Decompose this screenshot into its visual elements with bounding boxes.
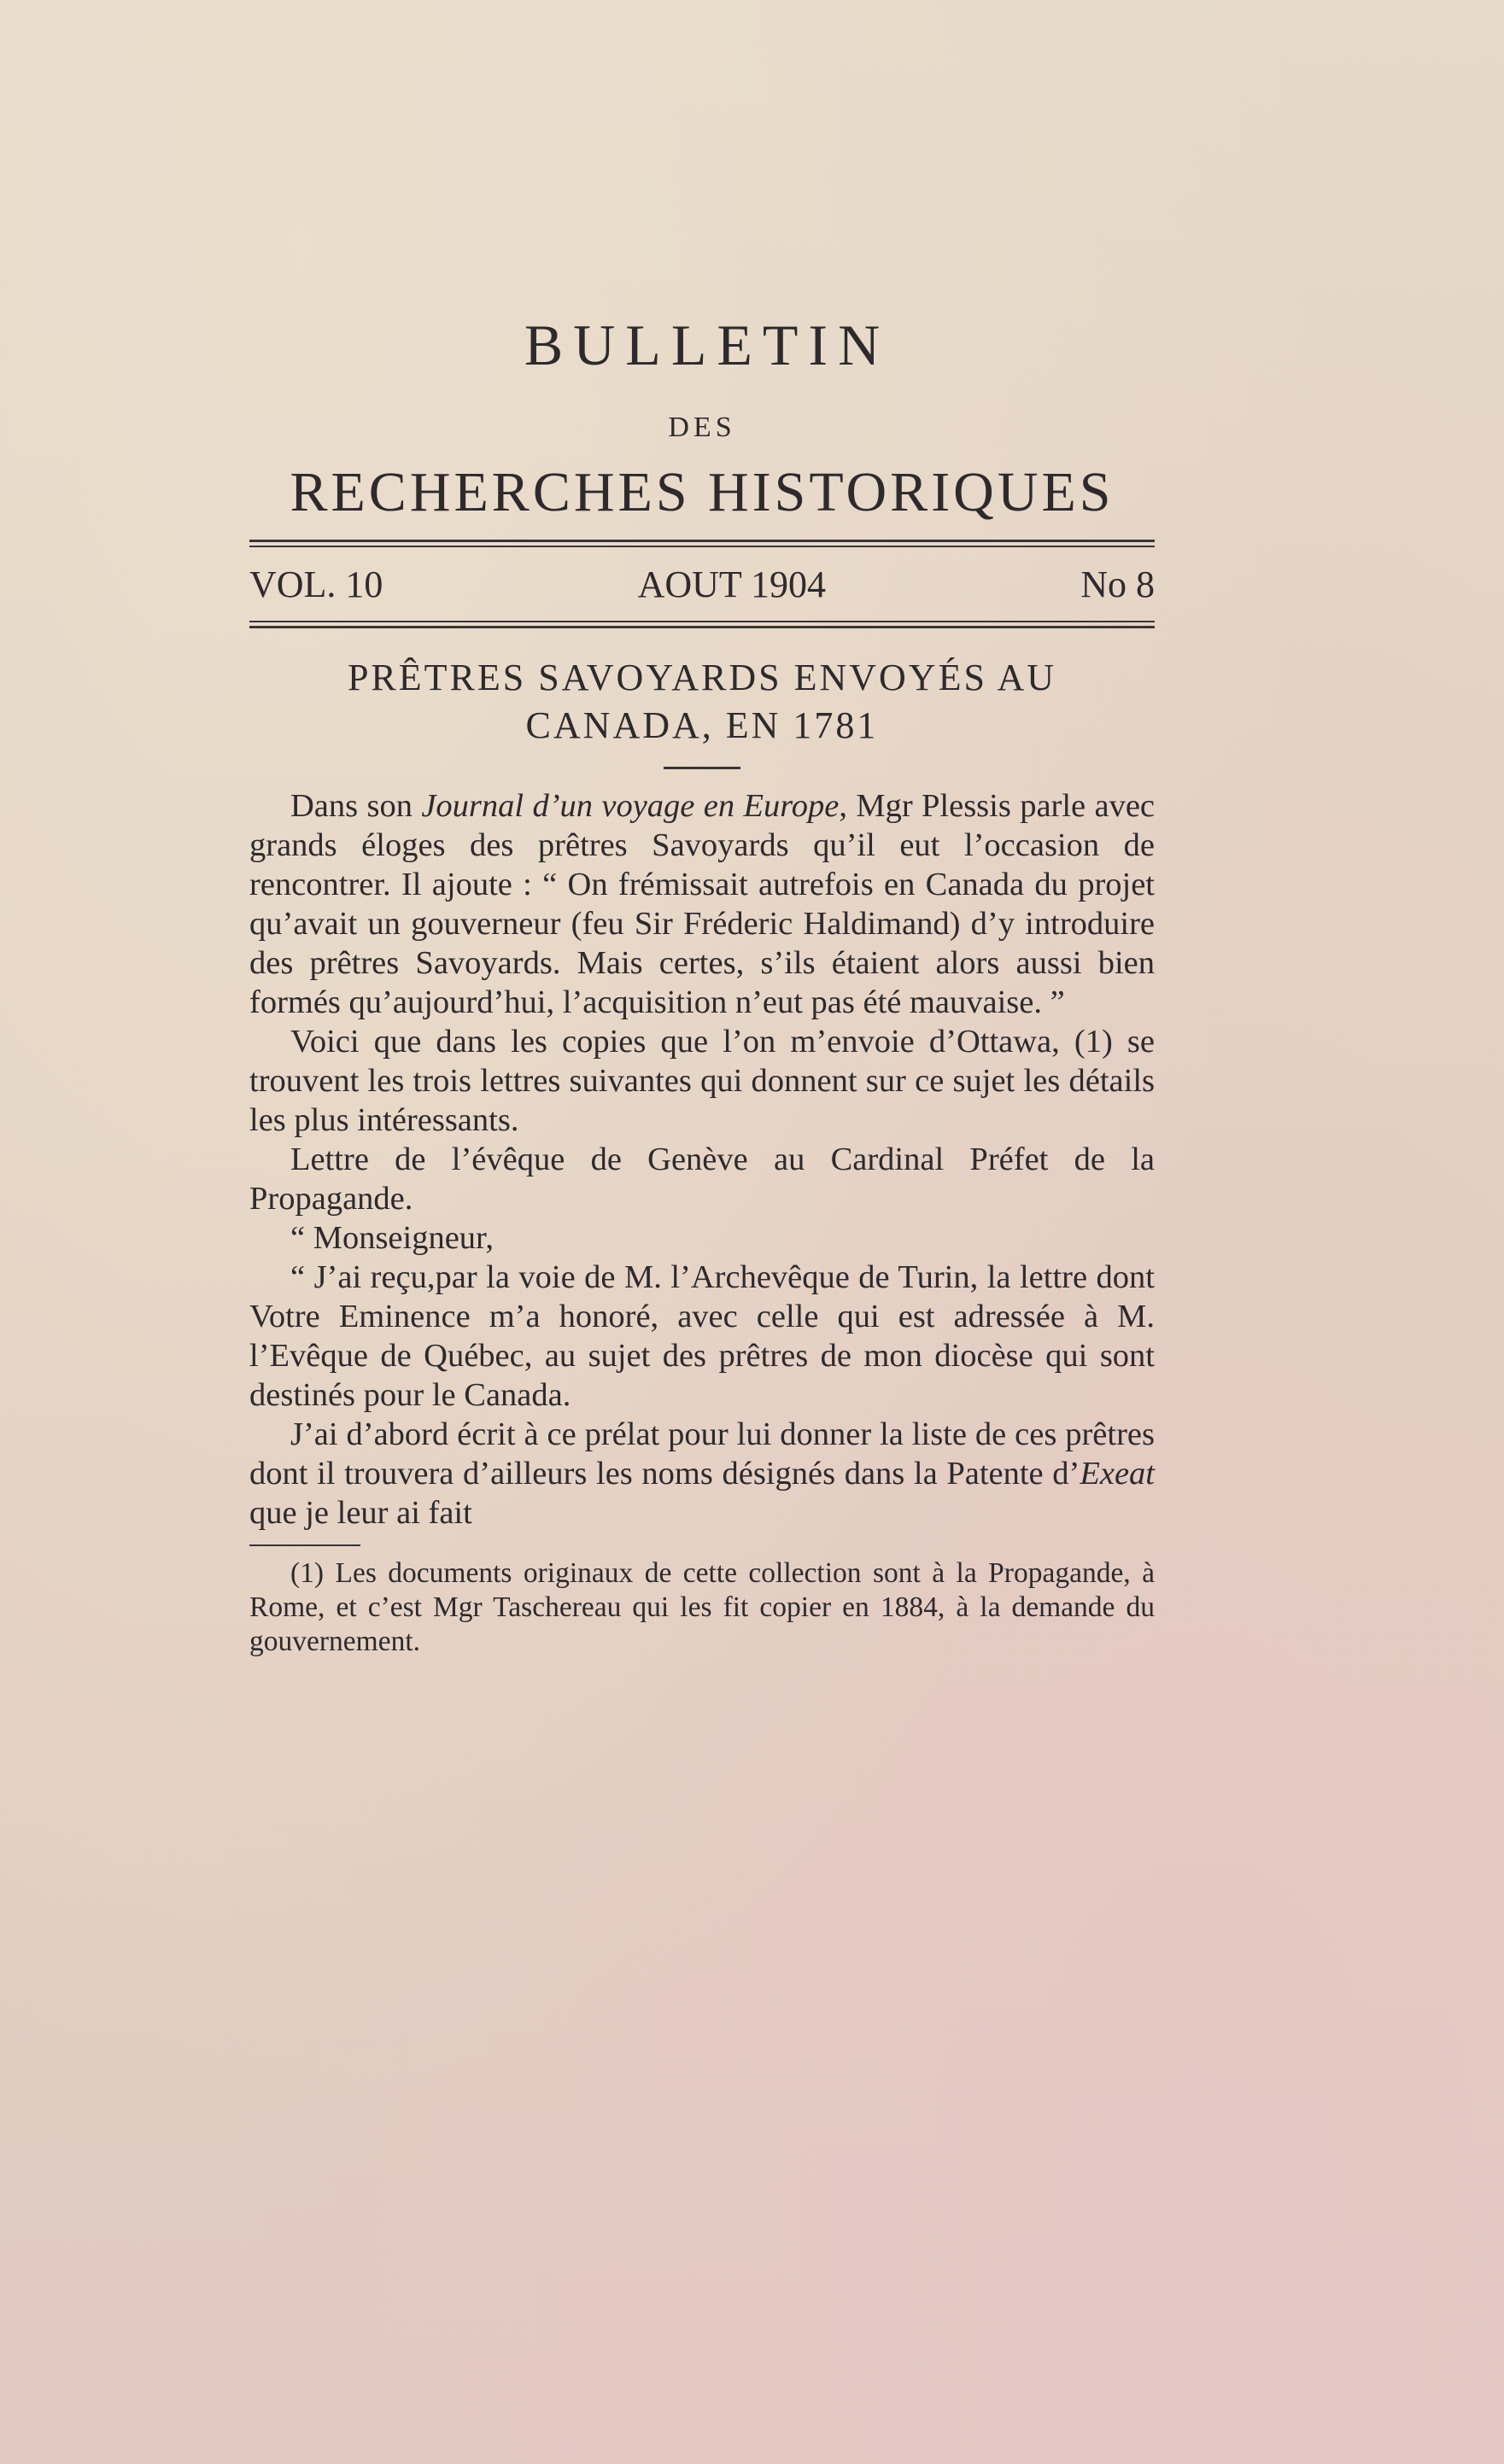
paragraph-1: Dans son Journal d’un voyage en Europe, Mgr Plessis parle avec grands éloges des prêtres Savoyards qu’il eut l’occasion de rencontrer. Il ajoute : “ On frémissait autrefois en Canada du projet qu’avait un gouverneur (feu Sir Fréderic Haldimand) d’y introduire des prêtres Savoyards. Mais certes, s’ils étaient alors aussi bien formés qu’aujourd’hui, l’acquisition n’eut pas été mauvaise. ” <box>249 788 1156 1020</box>
title-separator <box>664 767 740 769</box>
issue-volume: VOL. 10 <box>249 563 383 605</box>
issue-rule <box>249 621 1155 628</box>
masthead-rule <box>249 540 1155 547</box>
exeat-term: Exeat <box>1080 1456 1155 1492</box>
footnote <box>249 1556 1155 1659</box>
article-title-line-2: CANADA, EN 1781 <box>525 704 879 746</box>
issue-line <box>249 563 1155 605</box>
paragraph-2: Voici que dans les copies que l’on m’envoie d’Ottawa, (1) se trouvent les trois lettres suivantes qui donnent sur ce sujet les détails les plus intéressants. <box>249 1024 1155 1138</box>
masthead-des: DES <box>668 412 736 443</box>
article-title <box>249 654 1155 750</box>
paragraph-3: Lettre de l’évêque de Genève au Cardinal Préfet de la Propagande. <box>249 1141 1155 1217</box>
footnote-rule <box>249 1544 360 1546</box>
article-title-line-1: PRÊTRES SAVOYARDS ENVOYÉS AU <box>347 657 1057 698</box>
issue-number: No 8 <box>1080 563 1155 605</box>
masthead-title: BULLETIN <box>524 312 891 377</box>
footnote-text: (1) Les documents originaux de cette collection sont à la Propagande, à Rome, et c’est Mgr Taschereau qui les fit copier en 1884, à la demande du gouvernement. <box>249 1557 1155 1657</box>
page-content <box>249 312 1156 1659</box>
paragraph-6: J’ai d’abord écrit à ce prélat pour lui donner la liste de ces prêtres dont il trouvera d’ailleurs les noms désignés dans la Patente d’Exeat que je leur ai fait <box>249 1416 1155 1531</box>
masthead-subtitle: RECHERCHES HISTORIQUES <box>290 461 1115 523</box>
article-body <box>249 786 1155 1533</box>
journal-title: Journal d’un voyage en Europe <box>421 788 840 824</box>
paragraph-4: “ Monseigneur, <box>290 1220 494 1256</box>
paragraph-5: “ J’ai reçu,par la voie de M. l’Archevêque de Turin, la lettre dont Votre Eminence m’a honoré, avec celle qui est adressée à M. l’Evêque de Québec, au sujet des prêtres de mon diocèse qui sont destinés pour le Canada. <box>249 1259 1155 1413</box>
issue-date: AOUT 1904 <box>637 563 827 605</box>
